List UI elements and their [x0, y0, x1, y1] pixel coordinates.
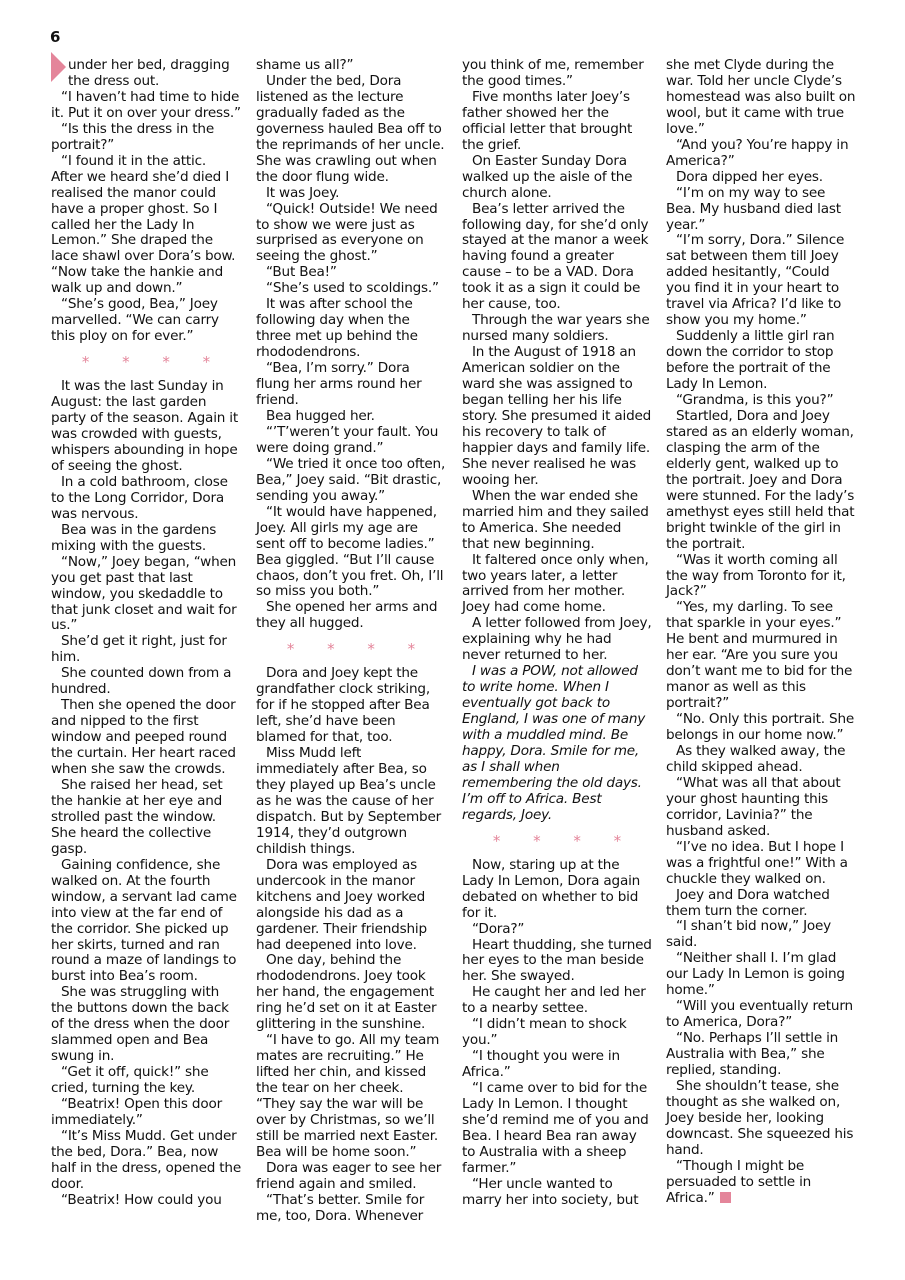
paragraph: “Grandma, is this you?”	[676, 392, 834, 409]
paragraph: Gaining confidence, she walked on. At the fourth window, a servant lad came into view at the far end of the corridor. She picked up her skirts, turned and ran round a maze of landings to burst into Bea’s room.	[51, 856, 237, 985]
paragraph: Dora was employed as undercook in the manor kitchens and Joey worked alongside his dad as a gardener. Their friendship had deepened into love.	[256, 856, 427, 953]
paragraph: “That’s better. Smile for me, too, Dora. Whenever	[256, 1191, 425, 1224]
paragraph: Through the war years she nursed many soldiers.	[462, 312, 650, 345]
paragraph: under her bed, dragging the dress out.	[68, 57, 230, 89]
paragraph: “But Bea!”	[266, 264, 337, 281]
paragraph: “I’ve no idea. But I hope I was a frightful one!” With a chuckle they walked on.	[666, 838, 848, 887]
paragraph: She shouldn’t tease, she thought as she walked on, Joey beside her, looking downcast. She squeezed his hand.	[666, 1078, 854, 1158]
paragraph: “I have to go. All my team mates are recruiting.” He lifted her chin, and kissed the tear on her cheek. “They say the war will be over by Christmas, so we’ll still be married next Easter. Bea will be home soon.”	[256, 1032, 440, 1160]
paragraph: Then she opened the door and nipped to the first window and peeped round the curtain. Her heart raced when she saw the crowds.	[51, 697, 236, 778]
text-column-4	[666, 58, 856, 1207]
letter-paragraph: I was a POW, not allowed to write home. When I eventually got back to England, I was one of many with a muddled mind. Be happy, Dora. Smile for me, as I shall when remembering the old days. I’m off to Africa. Best regards, Joey.	[462, 663, 646, 823]
paragraph: Now, staring up at the Lady In Lemon, Dora again debated on whether to bid for it.	[462, 856, 641, 921]
paragraph: “Get it off, quick!” she cried, turning the key.	[51, 1064, 209, 1097]
paragraph: “Neither shall I. I’m glad our Lady In Lemon is going home.”	[666, 950, 845, 999]
paragraph: “And you? You’re happy in America?”	[666, 136, 849, 169]
paragraph: “I haven’t had time to hide it. Put it on over your dress.”	[51, 88, 241, 121]
paragraph: “We tried it once too often, Bea,” Joey said. “Bit drastic, sending you away.”	[256, 455, 446, 504]
paragraph: Bea was in the gardens mixing with the guests.	[51, 521, 217, 554]
final-paragraph	[666, 1159, 856, 1207]
paragraph: “I’m on my way to see Bea. My husband died last year.”	[666, 184, 841, 233]
paragraph: A letter followed from Joey, explaining why he had never returned to her.	[462, 615, 652, 664]
paragraph: One day, behind the rhododendrons. Joey took her hand, the engagement ring he’d set on it at Easter glittering in the sunshine.	[256, 952, 437, 1033]
paragraph: “She’s good, Bea,” Joey marvelled. “We can carry this ploy on for ever.”	[51, 296, 219, 345]
paragraph: “Now,” Joey began, “when you get past that last window, you skedaddle to that junk closet and wait for us.”	[51, 553, 237, 634]
paragraph: She’d get it right, just for him.	[51, 633, 227, 666]
paragraph: “No. Perhaps I’ll settle in Australia with Bea,” she replied, standing.	[666, 1030, 839, 1079]
paragraph: “Will you eventually return to America, Dora?”	[666, 998, 853, 1031]
paragraph: “Bea, I’m sorry.” Dora flung her arms round her friend.	[256, 360, 422, 409]
paragraph: “I’m sorry, Dora.” Silence sat between them till Joey added hesitantly, “Could you find it in your heart to travel via Africa? I’d like to show you my home.”	[666, 232, 845, 329]
paragraph: She counted down from a hundred.	[51, 665, 232, 698]
paragraph: “Is this the dress in the portrait?”	[51, 120, 215, 153]
paragraph: “She’s used to scoldings.”	[266, 280, 439, 297]
end-of-story-square-icon	[720, 1192, 731, 1203]
paragraph: “Her uncle wanted to marry her into society, but	[462, 1175, 639, 1208]
paragraph: Miss Mudd left immediately after Bea, so they played up Bea’s uncle as he was the cause of her dispatch. But by September 1914, they’d outgrown childish things.	[256, 745, 442, 857]
paragraph: “No. Only this portrait. She belongs in our home now.”	[666, 711, 855, 744]
paragraph: Suddenly a little girl ran down the corridor to stop before the portrait of the Lady In Lemon.	[666, 328, 835, 393]
paragraph: “I came over to bid for the Lady In Lemon. I thought she’d remind me of you and Bea. I heard Bea ran away to Australia with a sheep farmer.”	[462, 1080, 649, 1176]
paragraph: In a cold bathroom, close to the Long Corridor, Dora was nervous.	[51, 473, 228, 522]
paragraph: It was after school the following day when the three met up behind the rhododendrons.	[256, 296, 418, 361]
paragraph: “I didn’t mean to shock you.”	[462, 1016, 627, 1049]
paragraph: On Easter Sunday Dora walked up the aisle of the church alone.	[462, 152, 633, 201]
paragraph: He caught her and led her to a nearby settee.	[462, 984, 646, 1017]
paragraph: “’T’weren’t your fault. You were doing grand.”	[256, 423, 439, 456]
paragraph: “Quick! Outside! We need to show we were just as surprised as everyone on seeing the ghost.”	[256, 200, 438, 265]
paragraph: “Dora?”	[472, 920, 525, 937]
text-column-3	[462, 58, 652, 1209]
paragraph: Bea’s letter arrived the following day, for she’d only stayed at the manor a week having found a greater cause – to be a VAD. Dora took it as a sign it could be her cause, too.	[462, 200, 649, 313]
paragraph: “Yes, my darling. To see that sparkle in your eyes.” He bent and murmured in her ear. “Are you sure you don’t want me to bid for the manor as well as this portrait?”	[666, 599, 853, 712]
paragraph: Heart thudding, she turned her eyes to the man beside her. She swayed.	[462, 936, 652, 985]
paragraph: In the August of 1918 an American soldier on the ward she was assigned to began telling her his life story. She presumed it aided his recovery to talk of happier days and family life. She never realised he was wooing her.	[462, 344, 652, 488]
paragraph: She raised her head, set the hankie at her eye and strolled past the window. She heard the collective gasp.	[51, 776, 223, 857]
paragraph: “It’s Miss Mudd. Get under the bed, Dora.” Bea, now half in the dress, opened the door.	[51, 1127, 242, 1192]
section-separator: * * * *	[492, 831, 636, 850]
final-paragraph-text: “Though I might be persuaded to settle in Africa.”	[666, 1157, 812, 1206]
paragraph: She was struggling with the buttons down the back of the dress when the door slammed open and Bea swung in.	[51, 984, 230, 1065]
paragraph: As they walked away, the child skipped ahead.	[666, 742, 846, 775]
paragraph: She opened her arms and they all hugged.	[256, 599, 438, 632]
paragraph: Under the bed, Dora listened as the lecture gradually faded as the governess hauled Bea off to the reprimands of her uncle. She was crawling out when the door flung wide.	[256, 72, 445, 185]
paragraph: Dora dipped her eyes.	[676, 168, 823, 185]
paragraph: “I thought you were in Africa.”	[462, 1048, 620, 1081]
section-separator: * * * *	[81, 353, 225, 372]
paragraph: “I found it in the attic. After we heard she’d died I realised the manor could have a proper ghost. So I called her the Lady In Lemon.” She draped the lace shawl over Dora’s bow. “Now take the hankie and walk up and down.”	[51, 152, 236, 297]
paragraph: It faltered once only when, two years later, a letter arrived from her mother. Joey had come home.	[462, 551, 649, 616]
paragraph: Dora was eager to see her friend again and smiled.	[256, 1159, 442, 1192]
paragraph: Joey and Dora watched them turn the corner.	[666, 886, 830, 919]
text-column-1	[51, 58, 241, 1209]
paragraph: Bea hugged her.	[266, 407, 375, 424]
paragraph: “Beatrix! Open this door immediately.”	[51, 1096, 222, 1128]
paragraph: Startled, Dora and Joey stared as an elderly woman, clasping the arm of the elderly gent, walked up to the portrait. Joey and Dora were stunned. For the lady’s amethyst eyes still held that bright twinkle of the girl in the portrait.	[666, 407, 855, 552]
paragraph: you think of me, remember the good times.”	[462, 57, 644, 89]
paragraph: “What was all that about your ghost haunting this corridor, Lavinia?” the husband asked.	[666, 774, 841, 839]
paragraph: It was Joey.	[266, 184, 340, 201]
paragraph: When the war ended she married him and they sailed to America. She needed that new beginning.	[462, 487, 649, 552]
paragraph: she met Clyde during the war. Told her uncle Clyde’s homestead was also built on wool, but it came with true love.”	[666, 57, 856, 137]
paragraph: Dora and Joey kept the grandfather clock striking, for if he stopped after Bea left, she’d have been blamed for that, too.	[256, 665, 430, 746]
paragraph: It was the last Sunday in August: the last garden party of the season. Again it was crowded with guests, whispers abounding in hope of seeing the ghost.	[51, 378, 239, 474]
paragraph: “Was it worth coming all the way from Toronto for it, Jack?”	[666, 551, 846, 600]
paragraph: Five months later Joey’s father showed her the official letter that brought the grief.	[462, 88, 633, 153]
text-column-2	[256, 58, 446, 1225]
paragraph: “I shan’t bid now,” Joey said.	[666, 918, 832, 951]
section-separator: * * * *	[286, 640, 430, 659]
paragraph: shame us all?”	[256, 57, 354, 73]
paragraph: “Beatrix! How could you	[61, 1191, 222, 1208]
page-number: 6	[50, 28, 61, 46]
paragraph: “It would have happened, Joey. All girls my age are sent off to become ladies.” Bea giggled. “But I’ll cause chaos, don’t you fret. Oh, I’ll so miss you both.”	[256, 503, 444, 600]
